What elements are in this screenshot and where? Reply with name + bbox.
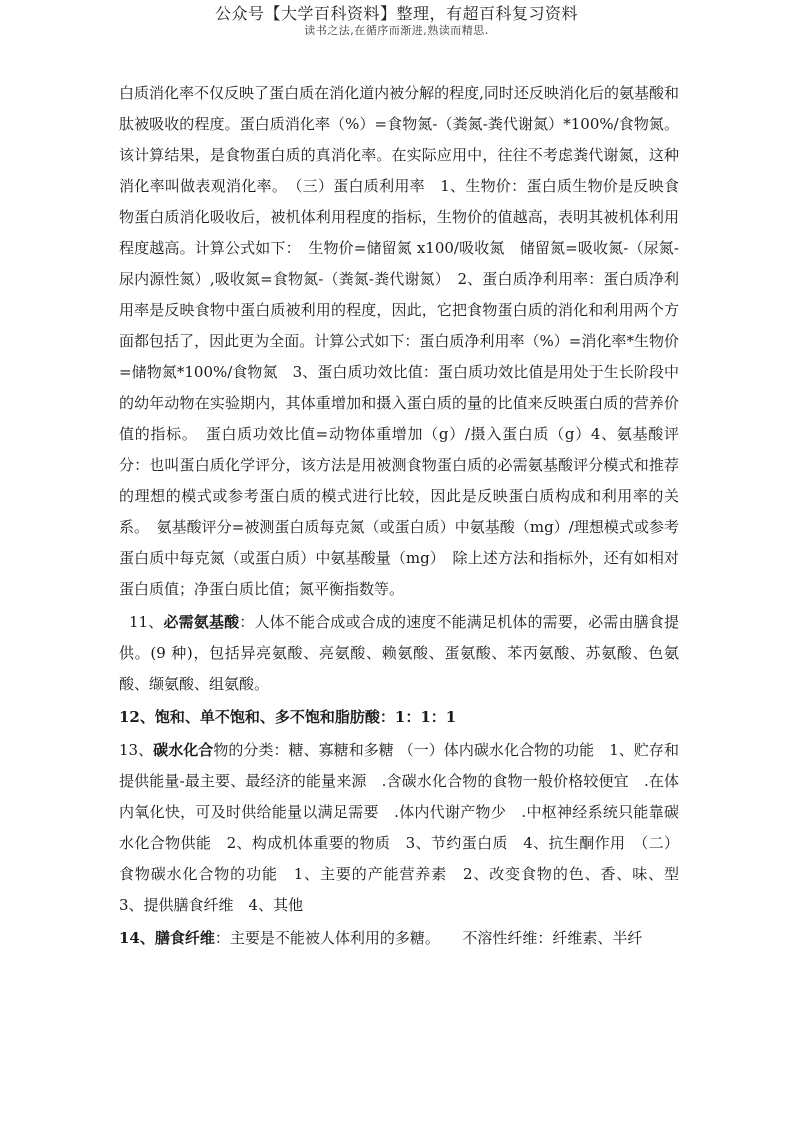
paragraph-text: 物的分类：糖、寡糖和多糖 （一）体内碳水化合物的功能 1、贮存和提供能量-最主要、最经济的能量来源 .含碳水化合物的食物一般价格较便宜 .在体内氧化快，可及时供给能量以满足需要 .体内代谢产物少 .中枢神经系统只能靠碳水化合物供能 2、构成机体重要的物质 3、节约蛋白质 4、抗生酮作用 （二）食物碳水化合物的功能 1、主要的产能营养素 2、改变食物的色、香、味、型 3、提供膳食纤维 4、其他 — [119, 741, 695, 914]
header-title: 公众号【大学百科资料】整理，有超百科复习资料 — [214, 4, 578, 23]
page-header — [0, 4, 793, 37]
item-number: 13、 — [119, 741, 154, 759]
paragraph-carbohydrates — [119, 735, 695, 921]
paragraph-text: ：主要是不能被人体利用的多糖。 不溶性纤维：纤维素、半纤 — [214, 929, 643, 947]
paragraph-dietary-fiber — [119, 923, 679, 954]
term-carbohydrates: 碳水化合 — [153, 741, 214, 759]
fatty-acid-ratio: ：1：1：1 — [379, 708, 457, 726]
term-dietary-fiber: 14、膳食纤维 — [119, 929, 215, 947]
paragraph-fatty-acids — [119, 702, 679, 733]
term-fatty-acids: 12、饱和、单不饱和、多不饱和脂肪酸 — [119, 708, 380, 726]
document-body — [119, 78, 695, 954]
paragraph-protein-evaluation: 白质消化率不仅反映了蛋白质在消化道内被分解的程度,同时还反映消化后的氨基酸和肽被吸收的程度。蛋白质消化率（%）=食物氮-（粪氮-粪代谢氮）*100%/食物氮。该计算结果，是食物蛋白质的真消化率。在实际应用中，往往不考虑粪代谢氮，这种消化率叫做表观消化率。 （三）蛋白质利用率 1、生物价：蛋白质生物价是反映食物蛋白质消化吸收后，被机体利用程度的指标，生物价的值越高，表明其被机体利用程度越高。计算公式如下： 生物价=储留氮 x100/吸收氮 储留氮=吸收氮-（尿氮-尿内源性氮）,吸收氮=食物氮-（粪氮-粪代谢氮） 2、蛋白质净利用率：蛋白质净利用率是反映食物中蛋白质被利用的程度，因此，它把食物蛋白质的消化和利用两个方面都包括了，因此更为全面。计算公式如下：蛋白质净利用率（%）=消化率*生物价=储物氮*100%/食物氮 3、蛋白质功效比值：蛋白质功效比值是用处于生长阶段中的幼年动物在实验期内，其体重增加和摄入蛋白质的量的比值来反映蛋白质的营养价值的指标。 蛋白质功效比值=动物体重增加（g）/摄入蛋白质（g）4、氨基酸评分：也叫蛋白质化学评分，该方法是用被测食物蛋白质的必需氨基酸评分模式和推荐的理想的模式或参考蛋白质的模式进行比较，因此是反映蛋白质构成和利用率的关系。 氨基酸评分=被测蛋白质每克氮（或蛋白质）中氨基酸（mg）/理想模式或参考蛋白质中每克氮（或蛋白质）中氨基酸量（mg） 除上述方法和指标外，还有如相对蛋白质值；净蛋白质比值；氮平衡指数等。 — [119, 84, 679, 598]
item-number: 11、 — [129, 613, 164, 631]
term-essential-amino-acids: 必需氨基酸 — [163, 613, 240, 631]
paragraph-text: ：人体不能合成或合成的速度不能满足机体的需要，必需由膳食提供。(9 种)，包括异亮氨酸、亮氨酸、赖氨酸、蛋氨酸、苯丙氨酸、苏氨酸、色氨酸、缬氨酸、组氨酸。 — [119, 613, 679, 693]
header-subtitle: 读书之法,在循序而渐进,熟读而精思. — [304, 24, 489, 37]
paragraph-essential-amino-acids — [119, 607, 679, 700]
